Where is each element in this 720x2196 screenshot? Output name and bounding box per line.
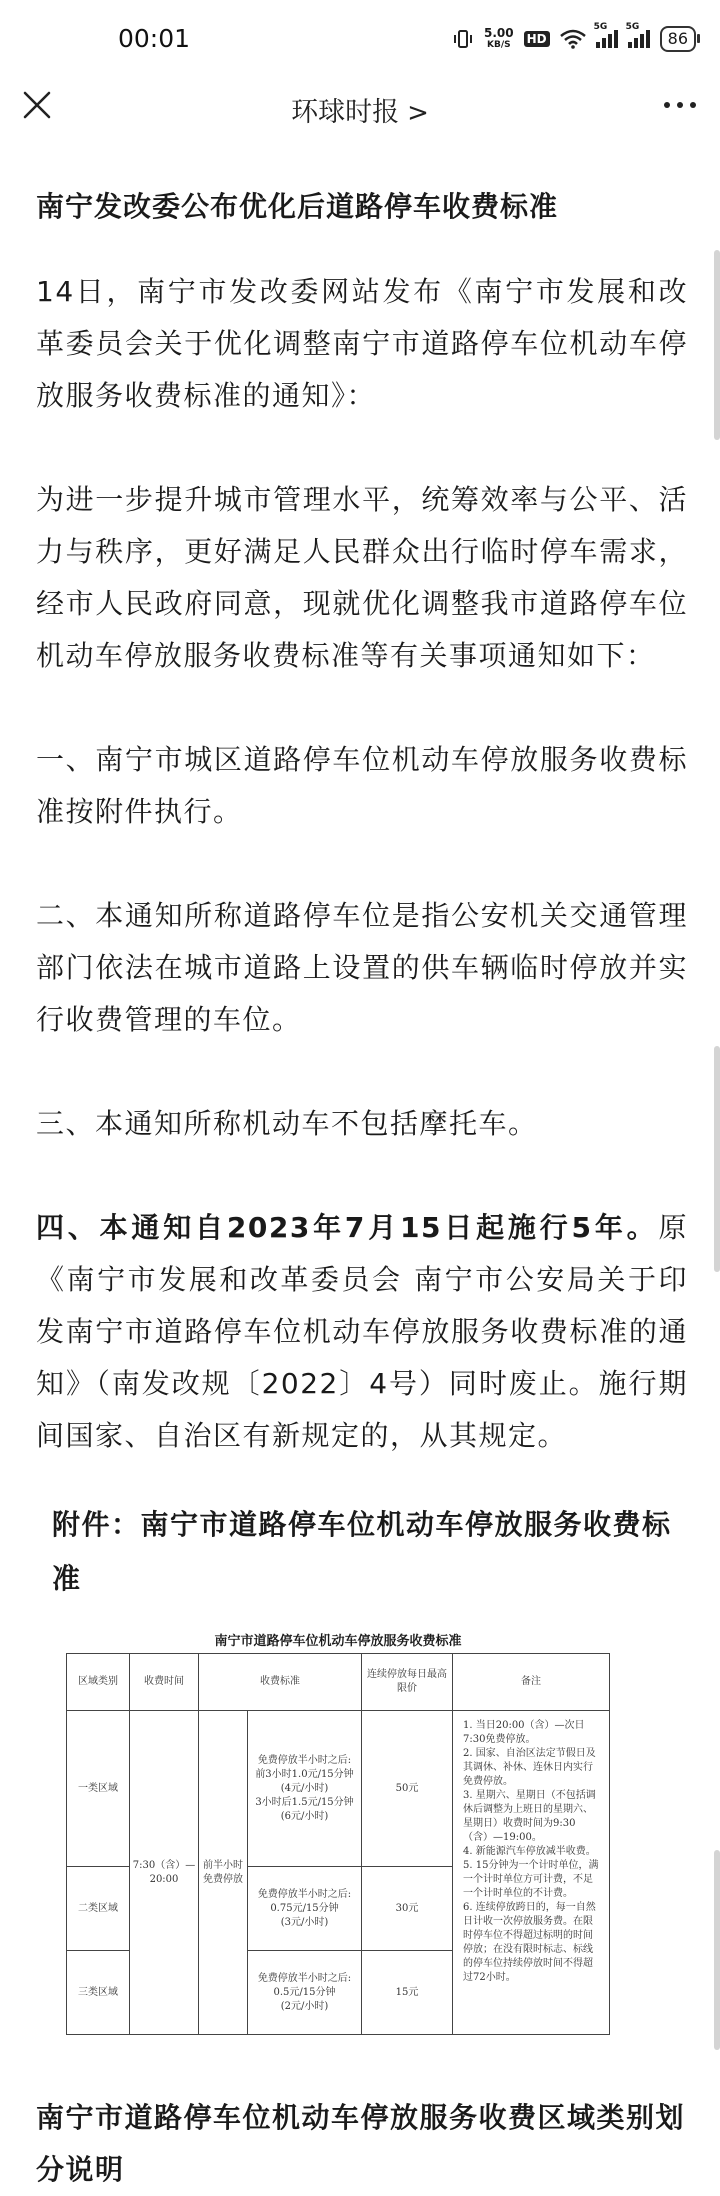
row3-standard-line: 免费停放半小时之后: [257,1972,352,1984]
vibrate-icon [452,28,474,50]
fee-notes [453,1711,610,2035]
scrollbar-thumb[interactable] [714,1850,720,2050]
fee-note: 4. 新能源汽车停放减半收费。 [463,1846,596,1857]
net-speed [484,27,514,51]
fee-table-title: 南宁市道路停车位机动车停放服务收费标准 [214,1634,462,1649]
row1-standard-line: (6元/小时) [280,1810,329,1822]
nav-title: 环球时报 [291,97,400,128]
paragraph-4: 二、本通知所称道路停车位是指公安机关交通管理部门依法在城市道路上设置的供车辆临时停放并实行收费管理的车位。 [36,899,688,1036]
attachment-title: 附件：南宁市道路停车位机动车停放服务收费标准 [52,1508,672,1595]
row3-standard-line: (2元/小时) [280,2000,329,2012]
signal-label-1: 5G [593,22,608,32]
status-time: 00:01 [118,24,191,53]
signal-icon-2 [625,22,650,48]
net-speed-value: 5.00 [484,26,514,40]
row1-standard-line: 免费停放半小时之后: [257,1754,352,1766]
status-icons [452,22,696,52]
row2-standard [248,1867,362,1951]
chevron-right-icon: > [407,98,429,128]
scrollbar-thumb[interactable] [714,1046,720,1272]
paragraph-6 [36,1202,688,1462]
signal-label-2: 5G [625,22,640,32]
paragraph-6-bold: 四、本通知自2023年7月15日起施行5年。 [36,1211,659,1244]
header-standard: 收费标准 [199,1654,362,1711]
free-rule: 前半小时免费停放 [199,1711,248,2035]
charge-time: 7:30（含）—20:00 [130,1711,199,2035]
article-body [36,180,688,1606]
row1-standard [248,1711,362,1867]
row2-standard-line: 免费停放半小时之后: [257,1888,352,1900]
row2-standard-line: 0.75元/15分钟 [270,1902,339,1914]
paragraph-2: 为进一步提升城市管理水平，统筹效率与公平、活力与秩序，更好满足人民群众出行临时停车需求，经市人民政府同意，现就优化调整我市道路停车位机动车停放服务收费标准等有关事项通知如下： [36,483,688,672]
nav-title-link[interactable] [0,90,720,129]
signal-icon-1 [593,22,618,48]
row1-standard-line: 3小时后1.5元/15分钟 [255,1796,354,1808]
row1-area: 一类区域 [67,1711,130,1867]
fee-note: 3. 星期六、星期日（不包括调休后调整为上班日的星期六、星期日）收费时间为9:30（含）—19:00。 [463,1790,596,1843]
row3-standard-line: 0.5元/15分钟 [273,1986,336,1998]
article-headline: 南宁发改委公布优化后道路停车收费标准 [36,190,559,223]
row3-cap: 15元 [362,1951,453,2035]
header-note: 备注 [453,1654,610,1711]
row1-standard-line: (4元/小时) [280,1782,329,1794]
row2-area: 二类区域 [67,1867,130,1951]
scrollbar-thumb[interactable] [714,250,720,440]
header-cap: 连续停放每日最高限价 [362,1654,453,1711]
row3-area: 三类区域 [67,1951,130,2035]
hd-icon: HD [524,31,550,47]
row2-cap: 30元 [362,1867,453,1951]
fee-note: 6. 连续停放跨日的，每一自然日计收一次停放服务费。在限时停车位不得超过标明的时间停放；在没有限时标志、标线的停车位持续停放时间不得超过72小时。 [463,1902,596,1983]
header-time: 收费时间 [130,1654,199,1711]
wifi-icon [560,29,586,49]
paragraph-1: 14日，南宁市发改委网站发布《南宁市发展和改革委员会关于优化调整南宁市道路停车位机动车停放服务收费标准的通知》： [36,275,688,412]
row2-standard-line: (3元/小时) [280,1916,329,1928]
more-icon[interactable] [664,102,696,108]
section-title: 南宁市道路停车位机动车停放服务收费区域类别划分说明 [36,2101,686,2186]
row1-standard-line: 前3小时1.0元/15分钟 [255,1768,354,1780]
battery-icon [660,26,696,52]
row3-standard [248,1951,362,2035]
fee-note: 2. 国家、自治区法定节假日及其调休、补休、连休日内实行免费停放。 [463,1748,596,1787]
paragraph-3: 一、南宁市城区道路停车位机动车停放服务收费标准按附件执行。 [36,743,688,828]
fee-note: 1. 当日20:00（含）—次日7:30免费停放。 [463,1720,585,1745]
header-area: 区域类别 [67,1654,130,1711]
paragraph-6-rest: 原《南宁市发展和改革委员会 南宁市公安局关于印发南宁市道路停车位机动车停放服务收费标准的通知》（南发改规〔2022〕4号）同时废止。施行期间国家、自治区有新规定的，从其规定。 [36,1211,688,1452]
paragraph-5: 三、本通知所称机动车不包括摩托车。 [36,1107,538,1140]
fee-table-image[interactable] [66,1630,610,2035]
fee-table [66,1653,610,2035]
fee-note: 5. 15分钟为一个计时单位，满一个计时单位方可计费，不足一个计时单位的不计费。 [463,1860,599,1899]
status-bar [0,0,720,82]
net-speed-unit: KB/S [487,40,511,50]
row1-cap: 50元 [362,1711,453,1867]
battery-level: 86 [667,29,688,48]
